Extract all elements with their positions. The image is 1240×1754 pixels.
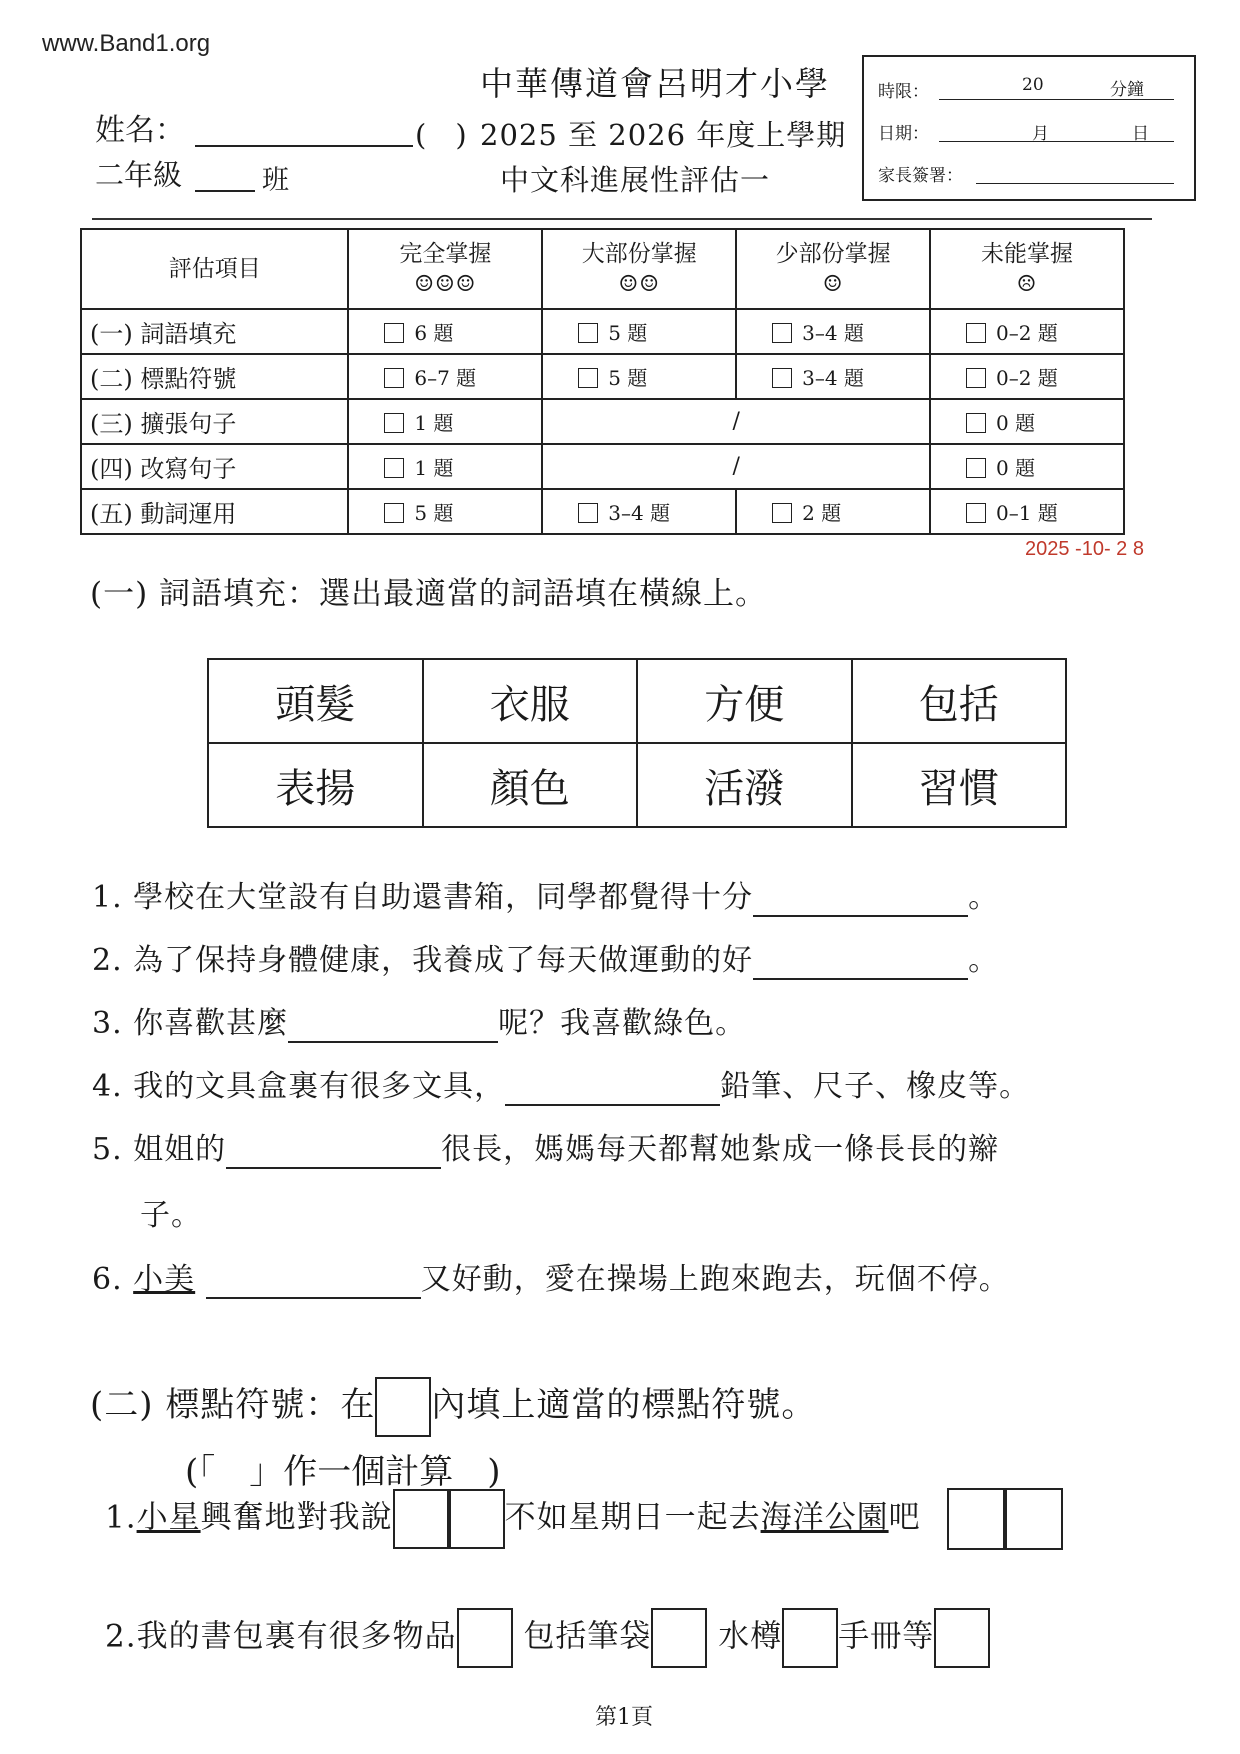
word-bank-item: 頭髮 bbox=[208, 659, 423, 743]
two-smiley-icon: ☺☺ bbox=[618, 271, 660, 297]
row-item-label: (三) 擴張句子 bbox=[81, 399, 348, 444]
time-limit-unit: 分鐘 bbox=[1110, 80, 1144, 100]
section2-title: (二) 標點符號：在 內填上適當的標點符號。 bbox=[90, 1377, 816, 1437]
punctuation-box[interactable] bbox=[947, 1488, 1005, 1550]
header-divider bbox=[92, 218, 1152, 220]
row-item-label: (五) 動詞運用 bbox=[81, 489, 348, 534]
question-3: 3. 你喜歡甚麼 呢？我喜歡綠色。 bbox=[92, 1006, 747, 1041]
checkbox[interactable] bbox=[578, 323, 598, 343]
time-limit-label: 時限： bbox=[878, 82, 929, 102]
table-row: (五) 動詞運用 5 題 3–4 題 2 題 0–1 題 bbox=[81, 489, 1124, 534]
answer-blank[interactable] bbox=[753, 880, 968, 917]
question-5: 5. 姐姐的 很長，媽媽每天都幫她紮成一條長長的辮 bbox=[92, 1132, 1000, 1167]
date-stamp: 2025 -10- 2 8 bbox=[1025, 538, 1144, 560]
checkbox[interactable] bbox=[772, 368, 792, 388]
checkbox[interactable] bbox=[772, 323, 792, 343]
not-applicable-slash: / bbox=[542, 399, 930, 444]
row-item-label: (二) 標點符號 bbox=[81, 354, 348, 399]
checkbox[interactable] bbox=[966, 458, 986, 478]
punctuation-box[interactable] bbox=[457, 1608, 513, 1668]
question-5-continuation: 子。 bbox=[140, 1198, 202, 1233]
punctuation-box[interactable] bbox=[934, 1608, 990, 1668]
header-full-mastery: 完全掌握 ☺☺☺ bbox=[348, 229, 542, 309]
table-row: (一) 詞語填充 6 題 5 題 3–4 題 0–2 題 bbox=[81, 309, 1124, 354]
answer-blank[interactable] bbox=[505, 1069, 720, 1106]
time-limit-value: 20 bbox=[1022, 75, 1044, 95]
smiley-icon: ☺ bbox=[822, 271, 844, 297]
date-month: 月 bbox=[1032, 124, 1049, 144]
answer-blank[interactable] bbox=[753, 943, 968, 980]
checkbox[interactable] bbox=[578, 503, 598, 523]
section2-note: (「 」作一個計算 ) bbox=[185, 1452, 501, 1492]
word-bank-item: 衣服 bbox=[423, 659, 638, 743]
punctuation-question-1: 1.小星興奮地對我說 不如星期日一起去海洋公園吧 bbox=[105, 1488, 1063, 1550]
word-bank-item: 方便 bbox=[637, 659, 852, 743]
checkbox[interactable] bbox=[384, 323, 404, 343]
not-applicable-slash: / bbox=[542, 444, 930, 489]
question-2: 2. 為了保持身體健康，我養成了每天做運動的好 。 bbox=[92, 943, 1000, 978]
checkbox[interactable] bbox=[966, 413, 986, 433]
class-number-parentheses: ( ) bbox=[415, 118, 467, 152]
class-label: 班 bbox=[262, 165, 289, 196]
checkbox[interactable] bbox=[966, 503, 986, 523]
punctuation-box[interactable] bbox=[1005, 1488, 1063, 1550]
question-6: 6. 小美 又好動，愛在操場上跑來跑去，玩個不停。 bbox=[92, 1262, 1010, 1297]
punctuation-box[interactable] bbox=[782, 1608, 838, 1668]
info-box bbox=[862, 55, 1196, 201]
answer-blank[interactable] bbox=[226, 1132, 441, 1169]
example-box bbox=[375, 1377, 431, 1437]
checkbox[interactable] bbox=[772, 503, 792, 523]
answer-blank[interactable] bbox=[206, 1262, 421, 1299]
header-most-mastery: 大部份掌握 ☺☺ bbox=[542, 229, 736, 309]
table-row: (三) 擴張句子 1 題 / 0 題 bbox=[81, 399, 1124, 444]
page-number: 第1頁 bbox=[595, 1705, 653, 1730]
checkbox[interactable] bbox=[384, 458, 404, 478]
word-bank-item: 顏色 bbox=[423, 743, 638, 827]
assessment-header-row bbox=[81, 229, 1124, 309]
checkbox[interactable] bbox=[966, 368, 986, 388]
parent-signature-line bbox=[976, 183, 1174, 184]
checkbox[interactable] bbox=[384, 503, 404, 523]
grade-label: 二年級 bbox=[95, 158, 183, 192]
person-name: 小美 bbox=[133, 1262, 196, 1297]
parent-signature-label: 家長簽署： bbox=[878, 166, 963, 186]
name-blank bbox=[195, 145, 413, 147]
question-4: 4. 我的文具盒裏有很多文具， 鉛筆、尺子、橡皮等。 bbox=[92, 1069, 1031, 1104]
assessment-title: 中文科進展性評估一 bbox=[500, 163, 771, 197]
punctuation-box[interactable] bbox=[449, 1489, 505, 1549]
school-name: 中華傳道會呂明才小學 bbox=[480, 64, 830, 103]
punctuation-box[interactable] bbox=[651, 1608, 707, 1668]
three-smiley-icon: ☺☺☺ bbox=[414, 271, 477, 297]
assessment-table bbox=[80, 228, 1125, 535]
header-some-mastery: 少部份掌握 ☺ bbox=[736, 229, 930, 309]
checkbox[interactable] bbox=[966, 323, 986, 343]
watermark: www.Band1.org bbox=[42, 30, 211, 57]
punctuation-box[interactable] bbox=[393, 1489, 449, 1549]
header-item: 評估項目 bbox=[81, 229, 348, 309]
date-label: 日期： bbox=[878, 124, 929, 144]
header-no-mastery: 未能掌握 ☹ bbox=[930, 229, 1124, 309]
checkbox[interactable] bbox=[384, 368, 404, 388]
place-name: 海洋公園 bbox=[760, 1499, 889, 1536]
word-bank-table bbox=[207, 658, 1067, 828]
answer-blank[interactable] bbox=[288, 1006, 498, 1043]
row-item-label: (一) 詞語填充 bbox=[81, 309, 348, 354]
word-bank-item: 表揚 bbox=[208, 743, 423, 827]
word-bank-item: 包括 bbox=[852, 659, 1067, 743]
date-day: 日 bbox=[1132, 124, 1149, 144]
word-bank-item: 習慣 bbox=[852, 743, 1067, 827]
section1-title: (一) 詞語填充：選出最適當的詞語填在橫線上。 bbox=[90, 576, 768, 612]
table-row: (二) 標點符號 6–7 題 5 題 3–4 題 0–2 題 bbox=[81, 354, 1124, 399]
checkbox[interactable] bbox=[578, 368, 598, 388]
row-item-label: (四) 改寫句子 bbox=[81, 444, 348, 489]
question-1: 1. 學校在大堂設有自助還書箱，同學都覺得十分 。 bbox=[92, 880, 1000, 915]
class-blank bbox=[195, 190, 255, 192]
unsure-face-icon: ☹ bbox=[1016, 271, 1038, 297]
table-row: (四) 改寫句子 1 題 / 0 題 bbox=[81, 444, 1124, 489]
person-name: 小星 bbox=[136, 1499, 201, 1536]
checkbox[interactable] bbox=[384, 413, 404, 433]
punctuation-question-2: 2.我的書包裏有很多物品 包括筆袋 水樽 手冊等 bbox=[105, 1608, 990, 1668]
word-bank-item: 活潑 bbox=[637, 743, 852, 827]
school-term: 2025 至 2026 年度上學期 bbox=[480, 118, 847, 152]
name-label: 姓名： bbox=[95, 113, 185, 148]
